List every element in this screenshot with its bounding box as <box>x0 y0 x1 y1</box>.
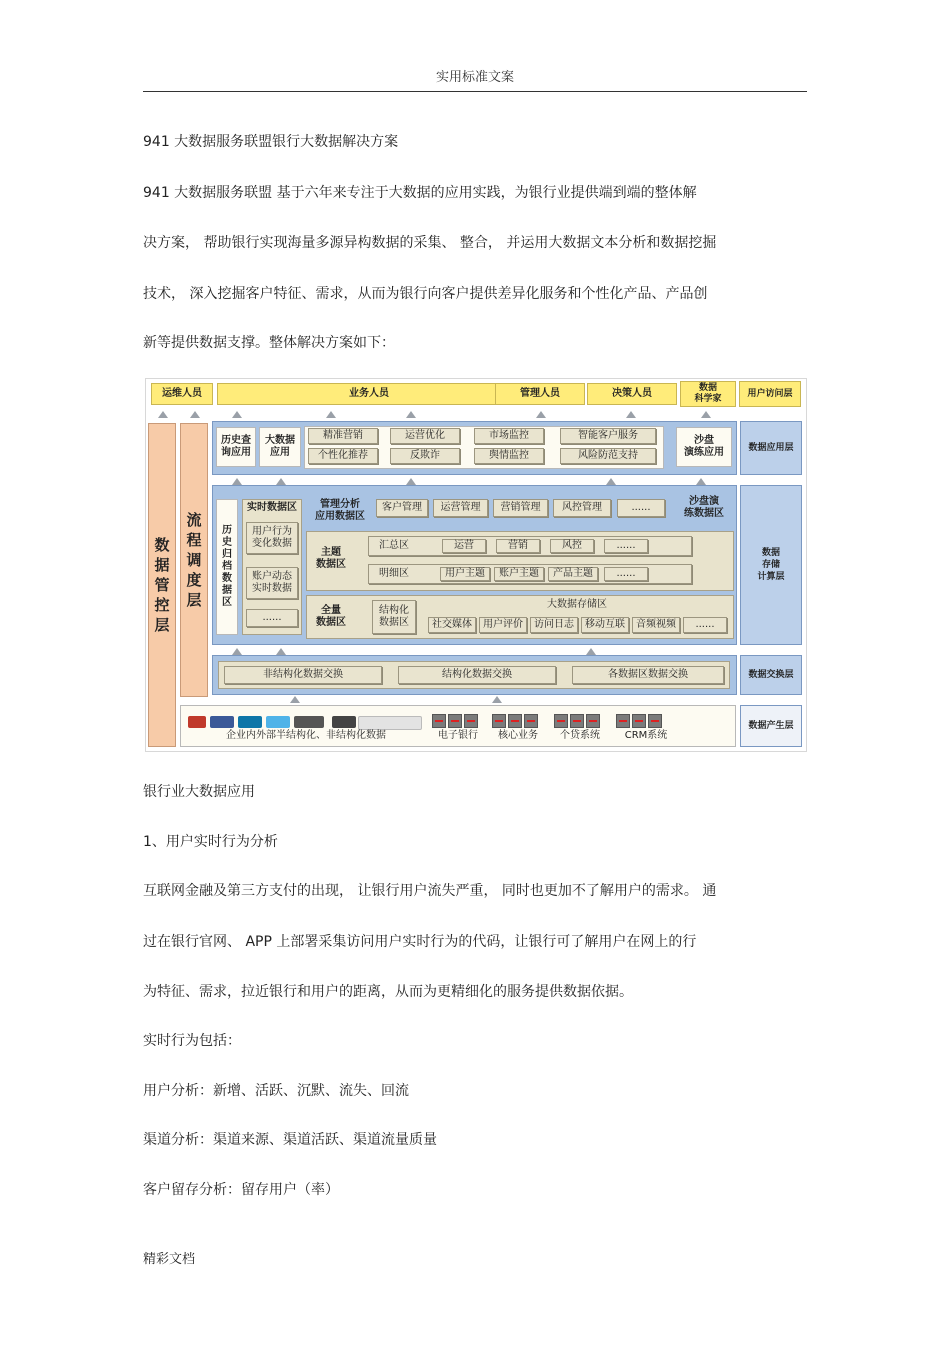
user-scientist: 数据 科学家 <box>680 381 736 407</box>
body-line-5: 用户分析：新增、活跃、沉默、流失、回流 <box>143 1083 409 1099</box>
bigstore-item: 社交媒体 <box>428 617 476 633</box>
up-arrow <box>492 696 502 703</box>
server-icon <box>648 714 662 728</box>
detail-item: ...... <box>604 567 648 581</box>
bigstore-item: 访问日志 <box>530 617 578 633</box>
app-item: 风险防范支持 <box>560 448 656 464</box>
realtime-item: ...... <box>246 609 298 627</box>
up-arrow <box>626 411 636 418</box>
architecture-diagram <box>145 378 807 752</box>
layer-exchange: 数据交换层 <box>740 655 802 695</box>
intro-line-3: 技术， 深入挖掘客户特征、需求，从而为银行向客户提供差异化服务和个性化产品、产品创 <box>143 286 708 302</box>
mgmt-zone-title: 管理分析 应用数据区 <box>315 499 365 522</box>
server-icon <box>508 714 522 728</box>
app-item: 市场监控 <box>474 428 544 444</box>
app-item: 运营优化 <box>390 428 460 444</box>
page-header: 实用标准文案 <box>435 70 514 85</box>
data-governance-layer: 数 据 管 控 层 <box>148 423 176 747</box>
detail-item: 账户主题 <box>494 567 544 581</box>
app-item: 个性化推荐 <box>308 448 378 464</box>
app-sandbox: 沙盘 演练应用 <box>676 427 732 467</box>
layer-access: 用户访问层 <box>739 381 801 407</box>
bigstore-title: 大数据存储区 <box>547 599 607 610</box>
up-arrow <box>326 411 336 418</box>
header-rule <box>143 91 807 92</box>
youtube-icon <box>188 716 206 728</box>
up-arrow <box>232 478 242 485</box>
mgmt-item: 营销管理 <box>493 499 548 517</box>
up-arrow <box>190 411 200 418</box>
summary-item: 风控 <box>550 539 594 553</box>
body-line-6: 渠道分析：渠道来源、渠道活跃、渠道流量质量 <box>143 1132 437 1148</box>
server-icon <box>448 714 462 728</box>
app-item: 舆情监控 <box>474 448 544 464</box>
user-business: 业务人员 <box>217 383 521 405</box>
realtime-zone-title: 实时数据区 <box>247 502 297 513</box>
linkedin-icon <box>238 716 262 728</box>
user-management: 管理人员 <box>495 383 585 405</box>
mgmt-item: 风控管理 <box>553 499 611 517</box>
intro-line-4: 新等提供数据支撑。整体解决方案如下： <box>143 335 395 351</box>
layer-storage: 数据 存储 计算层 <box>740 485 802 645</box>
layer-app: 数据应用层 <box>740 421 802 475</box>
bigstore-item: 用户评价 <box>479 617 527 633</box>
camera-icon <box>294 716 324 728</box>
bigstore-item: 移动互联 <box>581 617 629 633</box>
up-arrow <box>158 411 168 418</box>
mgmt-item: ...... <box>617 499 665 517</box>
sandbox-data-zone: 沙盘演 练数据区 <box>684 496 724 519</box>
server-icon <box>464 714 478 728</box>
server-icon <box>492 714 506 728</box>
up-arrow <box>232 411 242 418</box>
source-system: CRM系统 <box>624 730 668 741</box>
summary-label: 汇总区 <box>379 540 409 551</box>
server-icon <box>524 714 538 728</box>
user-ops: 运维人员 <box>151 383 213 405</box>
server-icon <box>586 714 600 728</box>
app-item: 精准营销 <box>308 428 378 444</box>
mgmt-item: 运营管理 <box>433 499 488 517</box>
doc-title: 941 大数据服务联盟银行大数据解决方案 <box>143 134 399 150</box>
layer-produce: 数据产生层 <box>740 705 802 747</box>
sub-title: 1、用户实时行为分析 <box>143 834 278 850</box>
up-arrow <box>696 478 706 485</box>
full-zone-title: 全量 数据区 <box>316 605 346 628</box>
twitter-icon <box>266 716 290 728</box>
summary-item: ...... <box>604 539 648 553</box>
realtime-item: 用户行为 变化数据 <box>246 522 298 554</box>
up-arrow <box>586 648 596 655</box>
up-arrow <box>536 411 546 418</box>
server-icon <box>616 714 630 728</box>
summary-item: 营销 <box>496 539 540 553</box>
body-line-1: 互联网金融及第三方支付的出现， 让银行用户流失严重， 同时也更加不了解用户的需求。 通 <box>143 883 717 899</box>
bigstore-item: 音频视频 <box>632 617 680 633</box>
body-line-2: 过在银行官网、 APP 上部署采集访问用户实时行为的代码，让银行可了解用户在网上的行 <box>143 934 697 950</box>
server-icon <box>432 714 446 728</box>
exchange-item: 非结构化数据交换 <box>224 666 382 684</box>
exchange-item: 各数据区数据交换 <box>572 666 724 684</box>
up-arrow <box>406 478 416 485</box>
up-arrow <box>406 411 416 418</box>
detail-label: 明细区 <box>379 568 409 579</box>
detail-item: 用户主题 <box>440 567 490 581</box>
facebook-icon <box>210 716 234 728</box>
server-icon <box>570 714 584 728</box>
source-system: 核心业务 <box>498 730 538 741</box>
section-title: 银行业大数据应用 <box>143 784 255 800</box>
subject-zone-title: 主题 数据区 <box>316 547 346 570</box>
up-arrow <box>276 648 286 655</box>
server-icon <box>554 714 568 728</box>
body-line-7: 客户留存分析：留存用户（率） <box>143 1182 339 1198</box>
app-history-query: 历史查 询应用 <box>216 427 256 467</box>
source-system: 个贷系统 <box>560 730 600 741</box>
page-footer: 精彩文档 <box>143 1252 196 1267</box>
phone-icon <box>332 716 356 728</box>
up-arrow <box>701 411 711 418</box>
up-arrow <box>606 478 616 485</box>
history-archive-zone: 历 史 归 档 数 据 区 <box>216 499 238 635</box>
bigstore-item: ...... <box>683 617 727 633</box>
body-line-3: 为特征、需求，拉近银行和用户的距离，从而为更精细化的服务提供数据依据。 <box>143 984 633 1000</box>
up-arrow <box>276 478 286 485</box>
body-line-4: 实时行为包括： <box>143 1033 241 1049</box>
server-icon <box>632 714 646 728</box>
detail-item: 产品主题 <box>548 567 598 581</box>
app-item: 智能客户服务 <box>560 428 656 444</box>
user-decision: 决策人员 <box>587 383 677 405</box>
document-icon <box>358 716 422 730</box>
realtime-item: 账户动态 实时数据 <box>246 567 298 599</box>
intro-line-1: 941 大数据服务联盟 基于六年来专注于大数据的应用实践，为银行业提供端到端的整体解 <box>143 185 697 201</box>
source-system: 电子银行 <box>438 730 478 741</box>
exchange-item: 结构化数据交换 <box>398 666 556 684</box>
up-arrow <box>290 696 300 703</box>
app-item: 反欺诈 <box>390 448 460 464</box>
source-left-label: 企业内外部半结构化、非结构化数据 <box>226 730 386 741</box>
intro-line-2: 决方案， 帮助银行实现海量多源异构数据的采集、 整合， 并运用大数据文本分析和数据挖掘 <box>143 235 717 251</box>
structured-zone: 结构化 数据区 <box>372 600 416 634</box>
app-bigdata: 大数据 应用 <box>259 427 301 467</box>
workflow-scheduling-layer: 流 程 调 度 层 <box>180 423 208 697</box>
summary-item: 运营 <box>442 539 486 553</box>
up-arrow <box>232 648 242 655</box>
mgmt-item: 客户管理 <box>376 499 428 517</box>
